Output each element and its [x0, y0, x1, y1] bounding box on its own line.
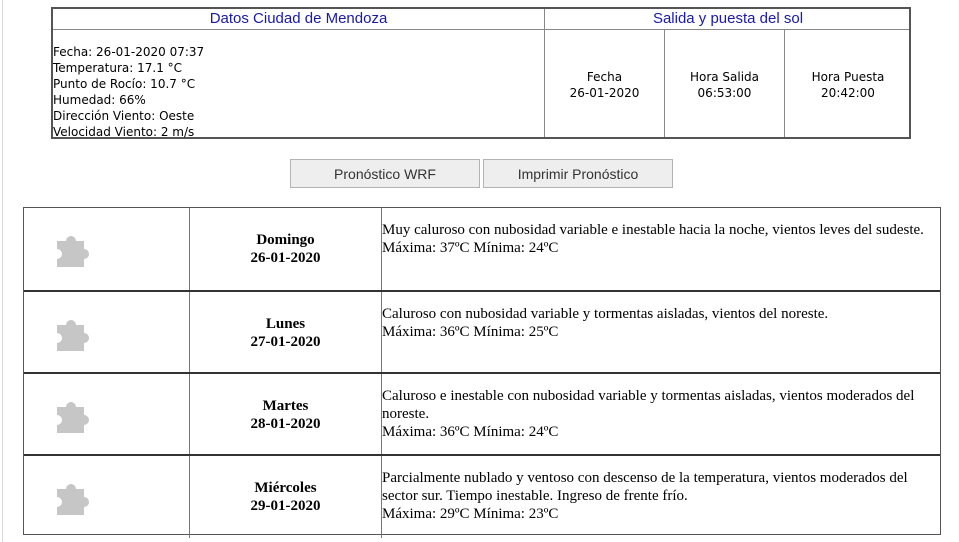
print-forecast-button[interactable]: Imprimir Pronóstico: [483, 159, 673, 188]
sunset-cell: [785, 30, 911, 139]
forecast-table: [23, 207, 941, 535]
puzzle-piece-icon: [53, 227, 97, 271]
forecast-row: [24, 290, 940, 374]
forecast-temperatures: Máxima: 36ºC Mínima: 25ºC: [382, 324, 559, 340]
current-conditions-table: [51, 7, 911, 139]
sun-date-cell: [545, 30, 664, 139]
forecast-day-name: Lunes: [265, 316, 306, 332]
puzzle-piece-icon: [53, 475, 97, 519]
forecast-description: Caluroso e inestable con nubosidad variable y tormentas aisladas, vientos moderados del noreste.: [382, 388, 915, 422]
fecha-reading: Fecha: 26-01-2020 07:37: [53, 45, 205, 59]
temperature-reading: Temperatura: 17.1 °C: [53, 61, 183, 75]
sunset-label: Hora Puesta: [811, 69, 885, 84]
puzzle-piece-icon: [53, 311, 97, 355]
sunrise-value: 06:53:00: [697, 85, 752, 100]
forecast-day-cell: [190, 208, 381, 290]
sun-data-title: Salida y puesta del sol: [652, 10, 804, 27]
forecast-temperatures: Máxima: 37ºC Mínima: 24ºC: [382, 240, 559, 256]
forecast-description-cell: [382, 387, 937, 441]
forecast-description: Parcialmente nublado y ventoso con descenso de la temperatura, vientos moderados del sector sur. Tiempo inestable. Ingreso de frente frío.: [382, 470, 908, 504]
forecast-date: 29-01-2020: [250, 498, 321, 514]
forecast-description: Muy caluroso con nubosidad variable e inestable hacia la noche, vientos leves del sudeste.: [382, 222, 924, 238]
sun-date-label: Fecha: [586, 69, 623, 84]
forecast-day-name: Martes: [262, 398, 309, 414]
wrf-forecast-button[interactable]: Pronóstico WRF: [290, 159, 480, 188]
forecast-day-cell: [190, 456, 381, 538]
forecast-description-cell: [382, 221, 937, 257]
sunrise-label: Hora Salida: [689, 69, 760, 84]
page-left-border: [2, 0, 3, 542]
forecast-row: [24, 208, 940, 290]
dew-point-reading: Punto de Rocío: 10.7 °C: [53, 77, 196, 91]
wind-speed-reading: Velocidad Viento: 2 m/s: [53, 125, 195, 139]
humidity-reading: Humedad: 66%: [53, 93, 146, 107]
forecast-description-cell: [382, 305, 937, 341]
forecast-date: 26-01-2020: [250, 250, 321, 266]
sunrise-cell: [665, 30, 784, 139]
forecast-temperatures: Máxima: 29ºC Mínima: 23ºC: [382, 506, 559, 522]
sun-date-value: 26-01-2020: [569, 85, 640, 100]
forecast-date: 28-01-2020: [250, 416, 321, 432]
forecast-temperatures: Máxima: 36ºC Mínima: 24ºC: [382, 424, 559, 440]
forecast-row: [24, 454, 940, 538]
forecast-date: 27-01-2020: [250, 334, 321, 350]
city-data-title: Datos Ciudad de Mendoza: [209, 10, 388, 27]
city-data-list: [53, 44, 204, 140]
puzzle-piece-icon: [53, 393, 97, 437]
wind-direction-reading: Dirección Viento: Oeste: [53, 109, 195, 123]
forecast-row: [24, 372, 940, 456]
forecast-description: Caluroso con nubosidad variable y tormentas aisladas, vientos del noreste.: [382, 306, 829, 322]
forecast-day-cell: [190, 374, 381, 456]
forecast-day-cell: [190, 292, 381, 374]
forecast-description-cell: [382, 469, 937, 523]
sunset-value: 20:42:00: [821, 85, 875, 100]
forecast-day-name: Domingo: [256, 232, 315, 248]
forecast-day-name: Miércoles: [254, 480, 317, 496]
